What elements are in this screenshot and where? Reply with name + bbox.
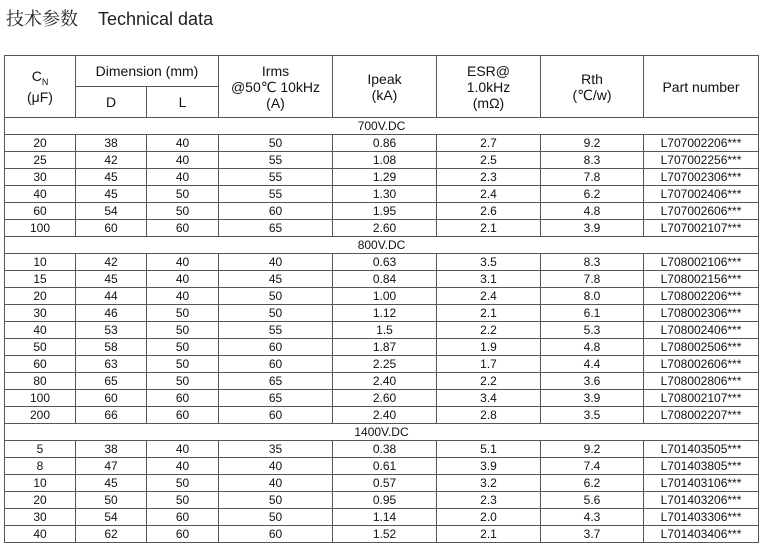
cell-irms: 60 xyxy=(219,526,333,543)
cell-part-number: L708002506*** xyxy=(644,339,759,356)
table-row xyxy=(5,390,759,407)
section-row xyxy=(5,237,759,254)
cell-part-number: L701403306*** xyxy=(644,509,759,526)
cell-irms: 65 xyxy=(219,373,333,390)
cell-l: 50 xyxy=(147,322,219,339)
cell-esr: 2.6 xyxy=(437,203,541,220)
cell-cn: 30 xyxy=(5,305,76,322)
cell-esr: 2.3 xyxy=(437,492,541,509)
cell-part-number: L707002206*** xyxy=(644,135,759,152)
cell-l: 40 xyxy=(147,458,219,475)
cell-d: 45 xyxy=(76,169,147,186)
cell-rth: 5.3 xyxy=(541,322,644,339)
table-row xyxy=(5,356,759,373)
cell-cn: 60 xyxy=(5,203,76,220)
table-body xyxy=(5,118,759,543)
cell-irms: 60 xyxy=(219,407,333,424)
cell-d: 62 xyxy=(76,526,147,543)
cell-esr: 2.1 xyxy=(437,220,541,237)
table-row xyxy=(5,220,759,237)
cell-cn: 25 xyxy=(5,152,76,169)
cell-part-number: L707002406*** xyxy=(644,186,759,203)
cell-part-number: L701403805*** xyxy=(644,458,759,475)
table-row xyxy=(5,458,759,475)
cell-ipeak: 1.29 xyxy=(333,169,437,186)
cell-part-number: L707002256*** xyxy=(644,152,759,169)
cell-d: 54 xyxy=(76,203,147,220)
cell-rth: 6.1 xyxy=(541,305,644,322)
cell-l: 40 xyxy=(147,288,219,305)
cell-esr: 2.4 xyxy=(437,186,541,203)
cell-esr: 3.9 xyxy=(437,458,541,475)
cell-part-number: L708002107*** xyxy=(644,390,759,407)
cell-l: 40 xyxy=(147,135,219,152)
cell-rth: 3.7 xyxy=(541,526,644,543)
cell-rth: 9.2 xyxy=(541,135,644,152)
cell-rth: 9.2 xyxy=(541,441,644,458)
cell-d: 58 xyxy=(76,339,147,356)
table-row xyxy=(5,169,759,186)
cell-d: 63 xyxy=(76,356,147,373)
title-cn: 技术参数 xyxy=(6,9,78,29)
table-row xyxy=(5,254,759,271)
cell-l: 60 xyxy=(147,526,219,543)
header-irms: Irms @50℃ 10kHz (A) xyxy=(219,56,333,118)
cell-d: 38 xyxy=(76,135,147,152)
cell-esr: 1.7 xyxy=(437,356,541,373)
cell-irms: 55 xyxy=(219,322,333,339)
cell-cn: 20 xyxy=(5,135,76,152)
cell-rth: 4.4 xyxy=(541,356,644,373)
cell-part-number: L708002156*** xyxy=(644,271,759,288)
cell-rth: 8.3 xyxy=(541,254,644,271)
cell-part-number: L701403106*** xyxy=(644,475,759,492)
cell-rth: 7.8 xyxy=(541,271,644,288)
cell-esr: 2.3 xyxy=(437,169,541,186)
table-row xyxy=(5,407,759,424)
table-row xyxy=(5,305,759,322)
table-row xyxy=(5,203,759,220)
cell-ipeak: 2.25 xyxy=(333,356,437,373)
cell-rth: 3.9 xyxy=(541,220,644,237)
section-row xyxy=(5,424,759,441)
cell-ipeak: 0.57 xyxy=(333,475,437,492)
cell-esr: 3.2 xyxy=(437,475,541,492)
header-cn: $C_N$ (μF) xyxy=(5,56,76,118)
table-row xyxy=(5,322,759,339)
section-row xyxy=(5,118,759,135)
cell-l: 50 xyxy=(147,492,219,509)
cell-esr: 1.9 xyxy=(437,339,541,356)
cell-cn: 20 xyxy=(5,492,76,509)
cell-rth: 7.4 xyxy=(541,458,644,475)
cell-part-number: L701403505*** xyxy=(644,441,759,458)
cell-l: 50 xyxy=(147,186,219,203)
cell-d: 60 xyxy=(76,220,147,237)
cell-l: 50 xyxy=(147,373,219,390)
page-title xyxy=(6,6,213,32)
table-row xyxy=(5,288,759,305)
cell-ipeak: 0.63 xyxy=(333,254,437,271)
cell-l: 40 xyxy=(147,169,219,186)
cell-cn: 100 xyxy=(5,220,76,237)
cell-irms: 65 xyxy=(219,220,333,237)
cell-esr: 2.5 xyxy=(437,152,541,169)
cell-ipeak: 1.5 xyxy=(333,322,437,339)
cell-cn: 200 xyxy=(5,407,76,424)
cell-cn: 40 xyxy=(5,322,76,339)
cell-esr: 2.8 xyxy=(437,407,541,424)
cell-esr: 2.4 xyxy=(437,288,541,305)
table-row xyxy=(5,373,759,390)
cell-irms: 60 xyxy=(219,356,333,373)
cell-ipeak: 1.00 xyxy=(333,288,437,305)
cell-part-number: L708002306*** xyxy=(644,305,759,322)
section-label: 1400V.DC xyxy=(5,424,759,441)
cell-l: 40 xyxy=(147,271,219,288)
table-row xyxy=(5,475,759,492)
cell-cn: 60 xyxy=(5,356,76,373)
cell-ipeak: 1.12 xyxy=(333,305,437,322)
cell-ipeak: 1.30 xyxy=(333,186,437,203)
cell-cn: 30 xyxy=(5,509,76,526)
cell-rth: 3.5 xyxy=(541,407,644,424)
cell-rth: 4.8 xyxy=(541,203,644,220)
cell-cn: 50 xyxy=(5,339,76,356)
cell-part-number: L708002207*** xyxy=(644,407,759,424)
cell-d: 54 xyxy=(76,509,147,526)
cell-rth: 6.2 xyxy=(541,475,644,492)
cell-cn: 10 xyxy=(5,254,76,271)
header-ipeak: Ipeak (kA) xyxy=(333,56,437,118)
cell-l: 50 xyxy=(147,475,219,492)
table-row xyxy=(5,492,759,509)
cell-l: 50 xyxy=(147,203,219,220)
cell-ipeak: 2.60 xyxy=(333,220,437,237)
cell-d: 66 xyxy=(76,407,147,424)
cell-esr: 2.1 xyxy=(437,526,541,543)
cell-rth: 8.3 xyxy=(541,152,644,169)
cell-rth: 4.8 xyxy=(541,339,644,356)
header-l: L xyxy=(147,87,219,118)
cell-d: 47 xyxy=(76,458,147,475)
cell-l: 40 xyxy=(147,152,219,169)
cell-ipeak: 0.38 xyxy=(333,441,437,458)
cell-l: 50 xyxy=(147,356,219,373)
cell-ipeak: 1.95 xyxy=(333,203,437,220)
cell-rth: 6.2 xyxy=(541,186,644,203)
cell-d: 46 xyxy=(76,305,147,322)
section-label: 800V.DC xyxy=(5,237,759,254)
cell-ipeak: 0.61 xyxy=(333,458,437,475)
cell-part-number: L707002606*** xyxy=(644,203,759,220)
cell-esr: 2.2 xyxy=(437,322,541,339)
cell-esr: 3.1 xyxy=(437,271,541,288)
table-row xyxy=(5,152,759,169)
table-row xyxy=(5,441,759,458)
header-rth: Rth (℃/w) xyxy=(541,56,644,118)
cell-d: 60 xyxy=(76,390,147,407)
cell-esr: 2.1 xyxy=(437,305,541,322)
cell-d: 42 xyxy=(76,254,147,271)
cell-cn: 8 xyxy=(5,458,76,475)
cell-rth: 5.6 xyxy=(541,492,644,509)
technical-data-table xyxy=(4,55,759,543)
cell-cn: 20 xyxy=(5,288,76,305)
cell-rth: 7.8 xyxy=(541,169,644,186)
cell-part-number: L708002606*** xyxy=(644,356,759,373)
cell-part-number: L701403206*** xyxy=(644,492,759,509)
cell-l: 40 xyxy=(147,254,219,271)
cell-cn: 40 xyxy=(5,186,76,203)
cell-part-number: L708002406*** xyxy=(644,322,759,339)
cell-irms: 50 xyxy=(219,305,333,322)
header-dimension: Dimension (mm) xyxy=(76,56,219,87)
cell-d: 45 xyxy=(76,271,147,288)
cell-rth: 3.9 xyxy=(541,390,644,407)
cell-esr: 5.1 xyxy=(437,441,541,458)
cell-irms: 65 xyxy=(219,390,333,407)
cell-ipeak: 1.14 xyxy=(333,509,437,526)
cell-irms: 50 xyxy=(219,135,333,152)
cell-l: 60 xyxy=(147,390,219,407)
cell-irms: 45 xyxy=(219,271,333,288)
cell-irms: 50 xyxy=(219,492,333,509)
cell-l: 50 xyxy=(147,305,219,322)
cell-esr: 2.2 xyxy=(437,373,541,390)
table-row xyxy=(5,339,759,356)
cell-l: 50 xyxy=(147,339,219,356)
cell-ipeak: 2.40 xyxy=(333,407,437,424)
title-en: Technical data xyxy=(98,9,214,29)
table-row xyxy=(5,271,759,288)
cell-rth: 4.3 xyxy=(541,509,644,526)
table-row xyxy=(5,186,759,203)
cell-d: 38 xyxy=(76,441,147,458)
cell-d: 65 xyxy=(76,373,147,390)
cell-ipeak: 0.84 xyxy=(333,271,437,288)
cell-cn: 40 xyxy=(5,526,76,543)
cell-d: 53 xyxy=(76,322,147,339)
cell-irms: 50 xyxy=(219,288,333,305)
cell-ipeak: 1.87 xyxy=(333,339,437,356)
cell-esr: 2.0 xyxy=(437,509,541,526)
cell-irms: 40 xyxy=(219,458,333,475)
cell-part-number: L708002206*** xyxy=(644,288,759,305)
cell-part-number: L708002806*** xyxy=(644,373,759,390)
cell-cn: 5 xyxy=(5,441,76,458)
cell-cn: 15 xyxy=(5,271,76,288)
cell-ipeak: 0.86 xyxy=(333,135,437,152)
cell-irms: 40 xyxy=(219,475,333,492)
cell-l: 60 xyxy=(147,220,219,237)
cell-irms: 55 xyxy=(219,152,333,169)
header-d: D xyxy=(76,87,147,118)
cell-l: 60 xyxy=(147,509,219,526)
cell-part-number: L701403406*** xyxy=(644,526,759,543)
table-row xyxy=(5,135,759,152)
cell-part-number: L707002306*** xyxy=(644,169,759,186)
cell-ipeak: 0.95 xyxy=(333,492,437,509)
table-row xyxy=(5,509,759,526)
header-esr: ESR@ 1.0kHz (mΩ) xyxy=(437,56,541,118)
cell-esr: 3.5 xyxy=(437,254,541,271)
cell-irms: 60 xyxy=(219,203,333,220)
cell-irms: 50 xyxy=(219,509,333,526)
header-part-number: Part number xyxy=(644,56,759,118)
cell-irms: 40 xyxy=(219,254,333,271)
cell-irms: 55 xyxy=(219,169,333,186)
cell-d: 45 xyxy=(76,475,147,492)
table-row xyxy=(5,526,759,543)
cell-irms: 55 xyxy=(219,186,333,203)
cell-rth: 8.0 xyxy=(541,288,644,305)
cell-l: 40 xyxy=(147,441,219,458)
cell-rth: 3.6 xyxy=(541,373,644,390)
section-label: 700V.DC xyxy=(5,118,759,135)
cell-d: 42 xyxy=(76,152,147,169)
cell-esr: 3.4 xyxy=(437,390,541,407)
cell-l: 60 xyxy=(147,407,219,424)
cell-d: 44 xyxy=(76,288,147,305)
cell-cn: 100 xyxy=(5,390,76,407)
cell-irms: 60 xyxy=(219,339,333,356)
cell-ipeak: 1.08 xyxy=(333,152,437,169)
cell-ipeak: 2.60 xyxy=(333,390,437,407)
cell-cn: 10 xyxy=(5,475,76,492)
cell-part-number: L708002106*** xyxy=(644,254,759,271)
cell-cn: 80 xyxy=(5,373,76,390)
cell-cn: 30 xyxy=(5,169,76,186)
cell-d: 50 xyxy=(76,492,147,509)
cell-part-number: L707002107*** xyxy=(644,220,759,237)
cell-esr: 2.7 xyxy=(437,135,541,152)
cell-d: 45 xyxy=(76,186,147,203)
cell-ipeak: 1.52 xyxy=(333,526,437,543)
cell-ipeak: 2.40 xyxy=(333,373,437,390)
cell-irms: 35 xyxy=(219,441,333,458)
